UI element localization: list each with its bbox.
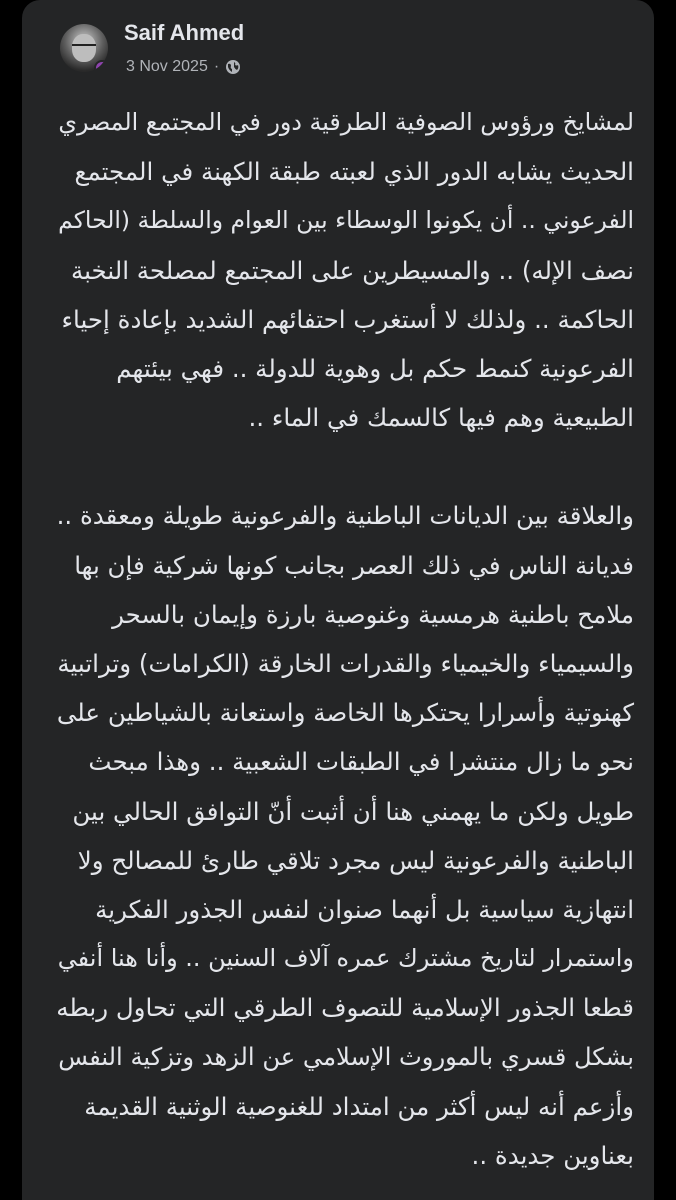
post-date[interactable]: 3 Nov 2025	[126, 58, 208, 75]
avatar[interactable]	[60, 24, 108, 72]
avatar-badge	[94, 60, 108, 72]
post-text	[52, 98, 634, 1180]
paragraph-2-line: انتهازية سياسية بل أنهما صنوان لنفس الجذور الفكرية	[95, 895, 634, 925]
paragraph-2-line: نحو ما زال منتشرا في الطبقات الشعبية .. وهذا مبحث	[88, 747, 634, 777]
avatar-glasses	[72, 44, 96, 51]
paragraph-1-line: الطبيعية وهم فيها كالسمك في الماء ..	[248, 403, 634, 433]
paragraph-1-line: الفرعوني .. أن يكونوا الوسطاء بين العوام والسلطة (الحاكم	[58, 206, 634, 235]
paragraph-2-line: بشكل قسري بالموروث الإسلامي عن الزهد وتزكية النفس	[58, 1042, 634, 1071]
paragraph-1-line: الحديث يشابه الدور الذي لعبته طبقة الكهنة في المجتمع	[74, 157, 634, 187]
paragraph-gap	[52, 442, 634, 491]
paragraph-1-line: الفرعونية كنمط حكم بل وهوية للدولة .. فهي بيئتهم	[116, 354, 634, 384]
paragraph-1-line: نصف الإله) .. والمسيطرين على المجتمع لمصلحة النخبة	[71, 255, 634, 285]
paragraph-2-line: قطعا الجذور الإسلامية للتصوف الطرقي التي تحاول ربطه	[56, 993, 634, 1023]
paragraph-2-line: الباطنية والفرعونية ليس مجرد تلاقي طارئ للمصالح ولا	[77, 845, 634, 875]
paragraph-2-line: والسيمياء والخيمياء والقدرات الخارقة (الكرامات) وتراتبية	[57, 649, 634, 679]
paragraph-2-line: ملامح باطنية هرمسية وغنوصية بارزة وإيمان بالسحر	[112, 599, 634, 629]
paragraph-2-line: والعلاقة بين الديانات الباطنية والفرعونية طويلة ومعقدة ..	[56, 501, 634, 531]
paragraph-1-line: لمشايخ ورؤوس الصوفية الطرقية دور في المجتمع المصري	[58, 108, 634, 136]
meta-separator: ·	[213, 58, 220, 75]
paragraph-2-line: وأزعم أنه ليس أكثر من امتداد للغنوصية الوثنية القديمة	[84, 1091, 634, 1121]
author-name[interactable]: Saif Ahmed	[124, 20, 245, 45]
paragraph-2-line: كهنوتية وأسرارا يحتكرها الخاصة واستعانة بالشياطين على	[56, 698, 634, 728]
post-card	[22, 0, 654, 1200]
paragraph-2-line: طويل ولكن ما يهمني هنا أن أثبت أنّ التوافق الحالي بين	[72, 796, 634, 826]
paragraph-2-line: فديانة الناس في ذلك العصر بجانب كونها شركية فإن بها	[74, 550, 634, 580]
post-header	[42, 16, 636, 86]
paragraph-2-line: واستمرار لتاريخ مشترك عمره آلاف السنين .. وأنا هنا أنفي	[57, 944, 634, 973]
paragraph-1-line: الحاكمة .. ولذلك لا أستغرب احتفائهم الشديد بإعادة إحياء	[61, 304, 634, 334]
globe-icon	[225, 59, 241, 75]
paragraph-2-line: بعناوين جديدة ..	[471, 1141, 634, 1171]
post-meta	[126, 58, 241, 76]
